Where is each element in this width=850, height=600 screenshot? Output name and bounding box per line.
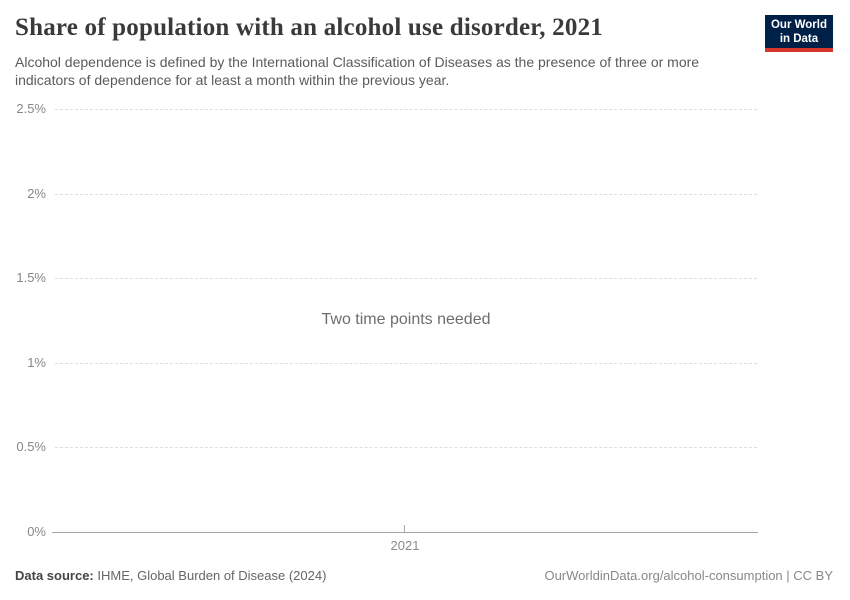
- x-axis-tick: [404, 525, 405, 532]
- data-source-label: Data source:: [15, 568, 94, 583]
- gridline: [55, 109, 757, 110]
- y-axis-tick-label: 0.5%: [16, 439, 46, 454]
- owid-logo-line1: Our World: [770, 19, 827, 31]
- attribution-link[interactable]: OurWorldinData.org/alcohol-consumption | CC BY: [544, 568, 833, 583]
- chart-footer: [15, 568, 833, 584]
- gridline: [55, 278, 757, 279]
- y-axis-tick-label: 1%: [27, 355, 46, 370]
- y-axis-tick-label: 0%: [27, 524, 46, 539]
- chart-subtitle-line1: Alcohol dependence is defined by the International Classification of Diseases as the presence of three or more: [15, 54, 700, 70]
- x-axis-tick-label: 2021: [390, 538, 420, 553]
- empty-chart-message: Two time points needed: [321, 311, 491, 328]
- data-source-note: [15, 568, 326, 584]
- y-axis-tick-label: 2%: [27, 186, 46, 201]
- data-source-value[interactable]: IHME, Global Burden of Disease (2024): [97, 568, 327, 583]
- gridline: [55, 363, 757, 364]
- x-axis-line: [52, 532, 758, 533]
- owid-logo[interactable]: [765, 15, 833, 52]
- gridline: [55, 194, 757, 195]
- chart-subtitle-line2: indicators of dependence for at least a month within the previous year.: [15, 72, 450, 88]
- y-axis-tick-label: 1.5%: [16, 270, 46, 285]
- page-title: Share of population with an alcohol use disorder, 2021: [15, 14, 603, 41]
- chart-subtitle: [15, 53, 699, 89]
- y-axis-tick-label: 2.5%: [16, 101, 46, 116]
- owid-logo-line2: in Data: [779, 33, 819, 45]
- gridline: [55, 447, 757, 448]
